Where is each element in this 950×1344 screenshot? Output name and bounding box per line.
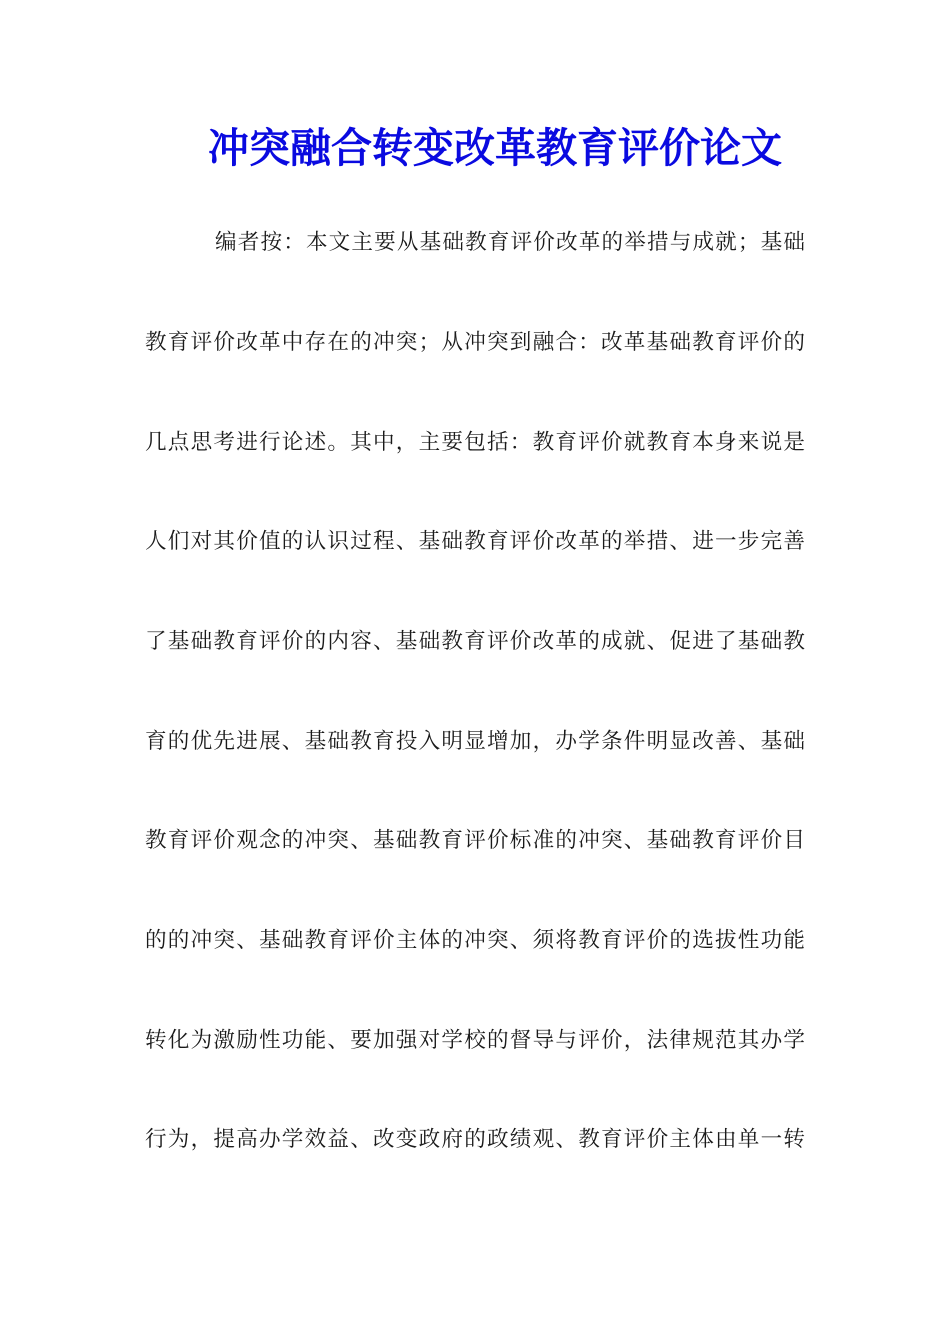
paragraph-line: 的的冲突、基础教育评价主体的冲突、须将教育评价的选拔性功能 <box>145 928 805 953</box>
paragraph-line: 教育评价观念的冲突、基础教育评价标准的冲突、基础教育评价目 <box>145 828 805 853</box>
paragraph-line: 教育评价改革中存在的冲突；从冲突到融合：改革基础教育评价的 <box>145 330 805 355</box>
paragraph-line: 编者按：本文主要从基础教育评价改革的举措与成就；基础 <box>215 230 805 255</box>
paragraph-line: 几点思考进行论述。其中，主要包括：教育评价就教育本身来说是 <box>145 430 805 455</box>
paragraph-line: 人们对其价值的认识过程、基础教育评价改革的举措、进一步完善 <box>145 529 805 554</box>
paragraph-line: 转化为激励性功能、要加强对学校的督导与评价，法律规范其办学 <box>145 1028 805 1053</box>
paragraph-line: 行为，提高办学效益、改变政府的政绩观、教育评价主体由单一转 <box>145 1127 805 1152</box>
paragraph-line: 育的优先进展、基础教育投入明显增加，办学条件明显改善、基础 <box>145 729 805 754</box>
document-title: 冲突融合转变改革教育评价论文 <box>208 124 782 172</box>
paragraph-line: 了基础教育评价的内容、基础教育评价改革的成就、促进了基础教 <box>145 629 805 654</box>
